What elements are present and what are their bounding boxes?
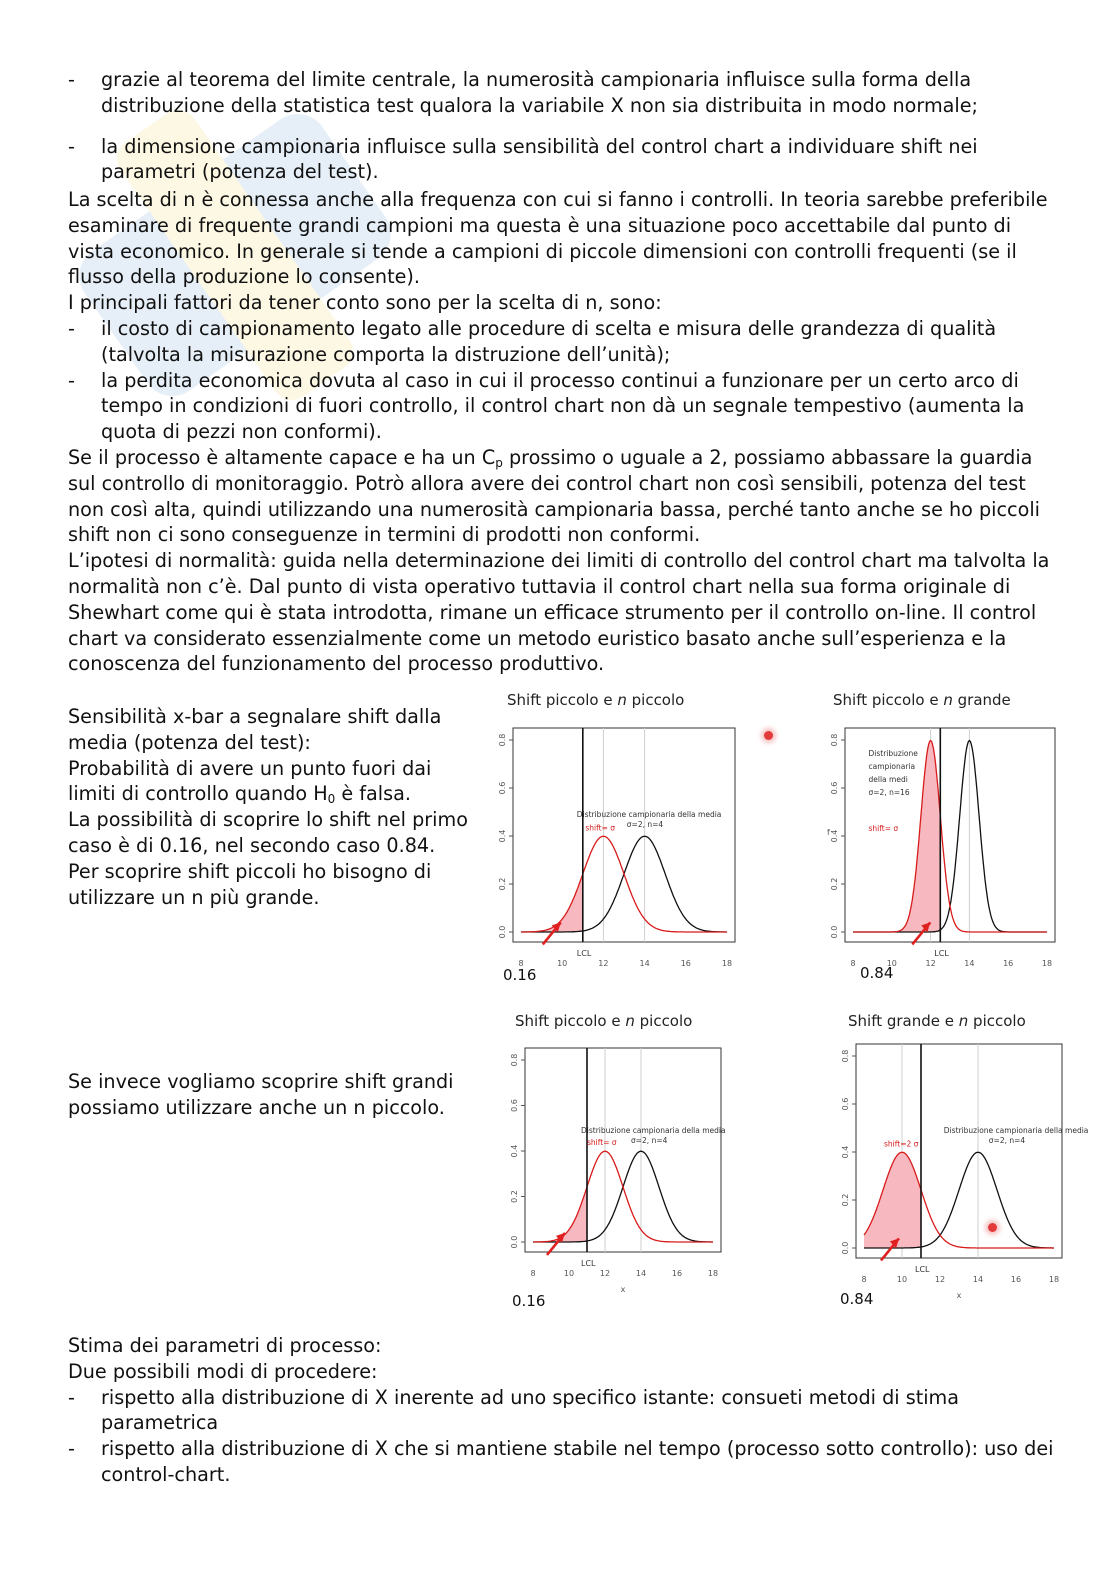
baseline-curve [533, 1151, 713, 1242]
bullet-item: - grazie al teorema del limite centrale, la numerosità campionaria influisce sulla forma della distribuzione della statistica test qualora la variabile X non sia distribuita in modo normale; [68, 67, 1058, 119]
chart-shift-piccolo-n-grande [805, 720, 1065, 975]
y-axis-label: f [827, 828, 830, 837]
annotation-dot [764, 731, 773, 740]
baseline-curve [521, 836, 727, 932]
x-tick-label: 16 [680, 959, 691, 968]
shifted-curve [533, 1151, 713, 1242]
x-tick-label: 10 [563, 1269, 575, 1278]
chart-note-params: σ=2, n=4 [626, 819, 664, 829]
bullet-text: la perdita economica dovuta al caso in cui il processo continui a funzionare per un certo arco di tempo in condizioni di fuori controllo, il control chart non dà un segnale tempestivo (aumenta la quota di pezzi non conformi). [101, 368, 1025, 444]
y-tick-label: 0.6 [841, 1097, 850, 1111]
chart-title-4: Shift grande e n piccolo [848, 1012, 1026, 1030]
x-tick-label: 8 [861, 1275, 867, 1284]
y-tick-label: 0.4 [830, 829, 839, 843]
section-stima [68, 1333, 1058, 1488]
probability-label: 0.16 [512, 1292, 546, 1310]
x-tick-label: 10 [896, 1275, 908, 1284]
subscript: 0 [327, 792, 336, 807]
text-span: Probabilità di avere un punto fuori dai limiti di controllo quando H [68, 756, 432, 806]
bullet-item: - la perdita economica dovuta al caso in cui il processo continui a funzionare per un certo arco di tempo in condizioni di fuori controllo, il control chart non dà un segnale tempestivo (aumenta la quota di pezzi non conformi). [68, 368, 1058, 445]
x-tick-label: 14 [972, 1275, 984, 1284]
y-tick-label: 0.0 [830, 925, 839, 939]
shift-label: shift=2 σ [884, 1139, 919, 1149]
y-tick-label: 0.2 [841, 1193, 850, 1207]
y-tick-label: 0.8 [498, 733, 507, 747]
rejection-area [533, 1187, 587, 1242]
annotation-dot [988, 1223, 997, 1232]
y-tick-label: 0.6 [498, 781, 507, 795]
chart-note: Distribuzione campionaria della media [581, 1125, 726, 1135]
bullet-item: - la dimensione campionaria influisce sulla sensibilità del control chart a individuare shift nei parametri (potenza del test). [68, 134, 1058, 186]
chart-note: Distribuzione [868, 749, 918, 758]
y-tick-label: 0.6 [510, 1099, 519, 1112]
bullet-item: - il costo di campionamento legato alle procedure di scelta e misura delle grandezza di qualità (talvolta la misurazione comporta la distruzione dell’unità); [68, 316, 1058, 368]
y-tick-label: 0.0 [510, 1235, 519, 1249]
y-tick-label: 0.2 [510, 1190, 519, 1203]
x-tick-label: 12 [598, 959, 609, 968]
paragraph-cp [68, 445, 1058, 548]
x-tick-label: 14 [635, 1269, 647, 1278]
plot-frame [513, 728, 735, 942]
shift-label: shift= σ [587, 1138, 617, 1148]
y-tick-label: 0.8 [830, 733, 839, 747]
lcl-label: LCL [934, 949, 949, 958]
shift-label: shift= σ [868, 824, 899, 834]
section-subtitle: Due possibili modi di procedere: [68, 1359, 378, 1383]
side-line: La possibilità di scoprire lo shift nel primo caso è di 0.16, nel secondo caso 0.84. [68, 808, 468, 857]
intro-bullet-list [68, 67, 1058, 185]
x-tick-label: 18 [707, 1269, 719, 1278]
x-tick-label: 8 [850, 959, 856, 968]
body-text [68, 187, 1058, 677]
x-tick-label: 10 [886, 959, 897, 968]
side-line [68, 756, 468, 808]
chart-note-params: σ=2, n=4 [631, 1135, 668, 1145]
chart-note: della medi [868, 775, 908, 784]
y-tick-label: 0.0 [498, 925, 507, 939]
x-tick-label: 16 [1003, 959, 1014, 968]
y-tick-label: 0.2 [498, 877, 507, 891]
side-note-shift-grandi [68, 1069, 468, 1121]
x-tick-label: 16 [1010, 1275, 1022, 1284]
chart-note-params: σ=2, n=4 [988, 1135, 1026, 1145]
x-tick-label: 18 [1041, 959, 1053, 968]
section-title: Stima dei parametri di processo: [68, 1334, 382, 1357]
shift-label: shift= σ [585, 823, 616, 833]
x-tick-label: 18 [1048, 1275, 1060, 1284]
bullet-text: il costo di campionamento legato alle procedure di scelta e misura delle grandezza di qualità (talvolta la misurazione comporta la distruzione dell’unità); [101, 316, 997, 366]
x-tick-label: 16 [671, 1269, 683, 1278]
chart-title-1: Shift piccolo e n piccolo [507, 691, 685, 709]
chart-shift-grande-n-piccolo [800, 1040, 1089, 1302]
chart-note: σ=2, n=16 [868, 788, 910, 797]
y-tick-label: 0.6 [830, 781, 839, 795]
lcl-label: LCL [576, 949, 592, 958]
chart-note: Distribuzione campionaria della media [943, 1125, 1089, 1135]
paragraph-normalita: L’ipotesi di normalità: guida nella determinazione dei limiti di controllo del control chart ma talvolta la normalità non c’è. Dal punto di vista operativo tuttavia il control chart nella sua forma originale di Shewhart come qui è stata introdotta, rimane un efficace strumento per il controllo on-line. Il control chart va considerato essenzialmente come un metodo euristico basato anche sull’esperienza e la conoscenza del funzionamento del processo produttivo. [68, 549, 1050, 676]
text-span: prossimo o uguale a 2, possiamo abbassare la guardia sul controllo di monitoraggio. Potrò allora avere dei control chart non così sensibili, potenza del test non così alta, quindi utilizzando una numerosità campionaria bassa, perché tanto anche se ho piccoli shift non ci sono conseguenze in termini di prodotti non conformi. [68, 445, 1040, 547]
x-tick-label: 14 [639, 959, 650, 968]
x-tick-label: 10 [557, 959, 568, 968]
probability-label: 0.84 [860, 964, 894, 982]
x-tick-label: 8 [518, 959, 524, 968]
plot-frame [525, 1048, 721, 1252]
x-tick-label: 8 [530, 1269, 536, 1278]
paragraph-scelta: La scelta di n è connessa anche alla frequenza con cui si fanno i controlli. In teoria sarebbe preferibile esaminare di frequente grandi campioni ma questa è una situazione poco accettabile dal punto di vista economico. In generale si tende a campioni di piccole dimensioni con controlli frequenti (se il flusso della produzione lo consente). [68, 188, 1048, 289]
bullet-text: rispetto alla distribuzione di X che si mantiene stabile nel tempo (processo sotto controllo): uso dei control-chart. [101, 1437, 1054, 1486]
y-tick-label: 0.2 [830, 877, 839, 891]
bullet-text: rispetto alla distribuzione di X inerente ad uno specifico istante: consueti metodi di stima parametrica [101, 1385, 960, 1435]
bullet-text: grazie al teorema del limite centrale, la numerosità campionaria influisce sulla forma della distribuzione della statistica test qualora la variabile X non sia distribuita in modo normale; [101, 68, 979, 117]
y-tick-label: 0.4 [510, 1144, 519, 1158]
chart-note: Distribuzione campionaria della media [576, 809, 722, 819]
shifted-curve [521, 836, 727, 932]
chart-title-2: Shift piccolo e n grande [833, 691, 1011, 709]
chart-note: campionaria [868, 762, 916, 771]
text-span: è falsa. [335, 782, 411, 806]
lcl-label: LCL [915, 1265, 930, 1274]
paragraph-fattori: I principali fattori da tener conto sono per la scelta di n, sono: [68, 291, 662, 315]
probability-label: 0.16 [503, 966, 537, 984]
lcl-label: LCL [581, 1259, 596, 1268]
side-line: Se invece vogliamo scoprire shift grandi possiamo utilizzare anche un n piccolo. [68, 1070, 454, 1119]
chart-title-3: Shift piccolo e n piccolo [515, 1012, 693, 1030]
y-tick-label: 0.4 [841, 1145, 850, 1159]
x-tick-label: 12 [925, 959, 936, 968]
x-axis-label: x [620, 1285, 626, 1294]
rejection-area [521, 874, 583, 932]
y-tick-label: 0.8 [841, 1049, 850, 1063]
y-tick-label: 0.0 [841, 1241, 850, 1255]
bullet-item: - rispetto alla distribuzione di X che si mantiene stabile nel tempo (processo sotto controllo): uso dei control-chart. [68, 1436, 1058, 1488]
subscript: p [495, 455, 503, 470]
y-tick-label: 0.8 [510, 1053, 519, 1067]
chart-shift-piccolo-n-piccolo [485, 720, 745, 975]
bullet-item: - rispetto alla distribuzione di X inerente ad uno specifico istante: consueti metodi di stima parametrica [68, 1385, 1058, 1437]
text-span: Se il processo è altamente capace e ha un C [68, 445, 496, 469]
side-line: Sensibilità x-bar a segnalare shift dalla media (potenza del test): [68, 705, 442, 754]
y-tick-label: 0.4 [498, 829, 507, 843]
x-tick-label: 14 [964, 959, 975, 968]
bullet-text: la dimensione campionaria influisce sulla sensibilità del control chart a individuare shift nei parametri (potenza del test). [101, 134, 978, 184]
plot-frame [845, 728, 1055, 942]
x-axis-label: x [956, 1291, 962, 1300]
probability-label: 0.84 [840, 1290, 874, 1308]
x-tick-label: 12 [599, 1269, 611, 1278]
x-tick-label: 18 [721, 959, 733, 968]
side-line: Per scoprire shift piccoli ho bisogno di utilizzare un n più grande. [68, 859, 432, 909]
side-note-sensibilita [68, 704, 468, 910]
chart-shift-piccolo-n-piccolo-2 [485, 1040, 735, 1302]
x-tick-label: 12 [934, 1275, 946, 1284]
